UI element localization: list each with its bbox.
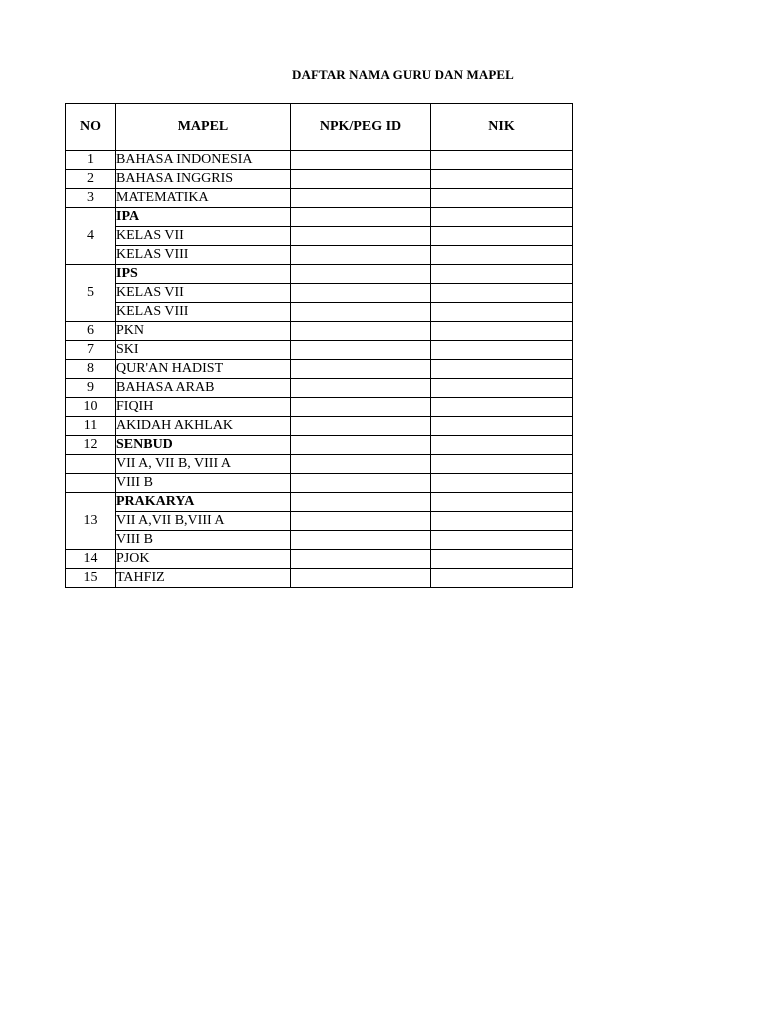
nik-cell[interactable] xyxy=(431,360,573,379)
table-row xyxy=(66,303,573,322)
nik-cell[interactable] xyxy=(431,341,573,360)
row-mapel: PJOK xyxy=(116,550,291,569)
nik-cell[interactable] xyxy=(431,436,573,455)
nik-cell[interactable] xyxy=(431,284,573,303)
nik-cell[interactable] xyxy=(431,246,573,265)
table-row xyxy=(66,151,573,170)
npk-cell[interactable] xyxy=(291,455,431,474)
row-mapel: QUR'AN HADIST xyxy=(116,360,291,379)
row-no: 5 xyxy=(66,265,116,322)
npk-cell[interactable] xyxy=(291,170,431,189)
npk-cell[interactable] xyxy=(291,569,431,588)
npk-cell[interactable] xyxy=(291,531,431,550)
table-row xyxy=(66,569,573,588)
row-no: 11 xyxy=(66,417,116,436)
row-mapel: KELAS VII xyxy=(116,284,291,303)
npk-cell[interactable] xyxy=(291,227,431,246)
row-mapel: MATEMATIKA xyxy=(116,189,291,208)
nik-cell[interactable] xyxy=(431,322,573,341)
nik-cell[interactable] xyxy=(431,417,573,436)
row-mapel-group: IPA xyxy=(116,208,291,227)
table-row xyxy=(66,455,573,474)
nik-cell[interactable] xyxy=(431,569,573,588)
table-row xyxy=(66,512,573,531)
row-no xyxy=(66,474,116,493)
nik-cell[interactable] xyxy=(431,455,573,474)
header-nik: NIK xyxy=(431,104,573,151)
row-no: 3 xyxy=(66,189,116,208)
npk-cell[interactable] xyxy=(291,151,431,170)
table-row xyxy=(66,284,573,303)
row-no: 4 xyxy=(66,208,116,265)
npk-cell[interactable] xyxy=(291,417,431,436)
row-mapel-group: PRAKARYA xyxy=(116,493,291,512)
npk-cell[interactable] xyxy=(291,189,431,208)
table-row xyxy=(66,341,573,360)
npk-cell[interactable] xyxy=(291,303,431,322)
nik-cell[interactable] xyxy=(431,170,573,189)
nik-cell[interactable] xyxy=(431,493,573,512)
table-row xyxy=(66,550,573,569)
row-no: 6 xyxy=(66,322,116,341)
row-mapel: BAHASA INGGRIS xyxy=(116,170,291,189)
row-mapel: BAHASA INDONESIA xyxy=(116,151,291,170)
row-mapel: SKI xyxy=(116,341,291,360)
row-mapel: KELAS VIII xyxy=(116,303,291,322)
nik-cell[interactable] xyxy=(431,265,573,284)
npk-cell[interactable] xyxy=(291,265,431,284)
row-no: 9 xyxy=(66,379,116,398)
table-row xyxy=(66,493,573,512)
header-no: NO xyxy=(66,104,116,151)
nik-cell[interactable] xyxy=(431,208,573,227)
table-row xyxy=(66,189,573,208)
row-mapel: TAHFIZ xyxy=(116,569,291,588)
npk-cell[interactable] xyxy=(291,322,431,341)
teacher-subject-table xyxy=(65,103,573,588)
table-row xyxy=(66,170,573,189)
row-no: 15 xyxy=(66,569,116,588)
npk-cell[interactable] xyxy=(291,284,431,303)
nik-cell[interactable] xyxy=(431,189,573,208)
npk-cell[interactable] xyxy=(291,208,431,227)
nik-cell[interactable] xyxy=(431,512,573,531)
npk-cell[interactable] xyxy=(291,398,431,417)
row-no: 14 xyxy=(66,550,116,569)
row-no: 2 xyxy=(66,170,116,189)
table-row xyxy=(66,398,573,417)
row-mapel: VII A, VII B, VIII A xyxy=(116,455,291,474)
table-row xyxy=(66,246,573,265)
nik-cell[interactable] xyxy=(431,550,573,569)
table-row xyxy=(66,436,573,455)
table-header-row xyxy=(66,104,573,151)
nik-cell[interactable] xyxy=(431,379,573,398)
row-no: 8 xyxy=(66,360,116,379)
npk-cell[interactable] xyxy=(291,512,431,531)
row-mapel: KELAS VIII xyxy=(116,246,291,265)
row-no: 7 xyxy=(66,341,116,360)
row-no: 10 xyxy=(66,398,116,417)
row-mapel: VIII B xyxy=(116,531,291,550)
row-mapel: KELAS VII xyxy=(116,227,291,246)
nik-cell[interactable] xyxy=(431,474,573,493)
row-mapel: BAHASA ARAB xyxy=(116,379,291,398)
row-mapel: PKN xyxy=(116,322,291,341)
table-row xyxy=(66,360,573,379)
npk-cell[interactable] xyxy=(291,379,431,398)
npk-cell[interactable] xyxy=(291,474,431,493)
table-row xyxy=(66,531,573,550)
page-title: DAFTAR NAMA GURU DAN MAPEL xyxy=(292,67,514,82)
nik-cell[interactable] xyxy=(431,398,573,417)
row-no: 13 xyxy=(66,493,116,550)
npk-cell[interactable] xyxy=(291,246,431,265)
row-no: 12 xyxy=(66,436,116,455)
row-mapel-group: SENBUD xyxy=(116,436,291,455)
table-row xyxy=(66,379,573,398)
table-row xyxy=(66,208,573,227)
header-mapel: MAPEL xyxy=(116,104,291,151)
table-row xyxy=(66,227,573,246)
row-mapel: VIII B xyxy=(116,474,291,493)
row-no: 1 xyxy=(66,151,116,170)
row-mapel: FIQIH xyxy=(116,398,291,417)
npk-cell[interactable] xyxy=(291,550,431,569)
npk-cell[interactable] xyxy=(291,360,431,379)
row-mapel-group: IPS xyxy=(116,265,291,284)
nik-cell[interactable] xyxy=(431,531,573,550)
npk-cell[interactable] xyxy=(291,493,431,512)
row-mapel: VII A,VII B,VIII A xyxy=(116,512,291,531)
row-no xyxy=(66,455,116,474)
table-row xyxy=(66,322,573,341)
table-row xyxy=(66,265,573,284)
header-npk: NPK/PEG ID xyxy=(291,104,431,151)
table-row xyxy=(66,474,573,493)
nik-cell[interactable] xyxy=(431,151,573,170)
table-row xyxy=(66,417,573,436)
nik-cell[interactable] xyxy=(431,303,573,322)
row-mapel: AKIDAH AKHLAK xyxy=(116,417,291,436)
npk-cell[interactable] xyxy=(291,341,431,360)
npk-cell[interactable] xyxy=(291,436,431,455)
nik-cell[interactable] xyxy=(431,227,573,246)
